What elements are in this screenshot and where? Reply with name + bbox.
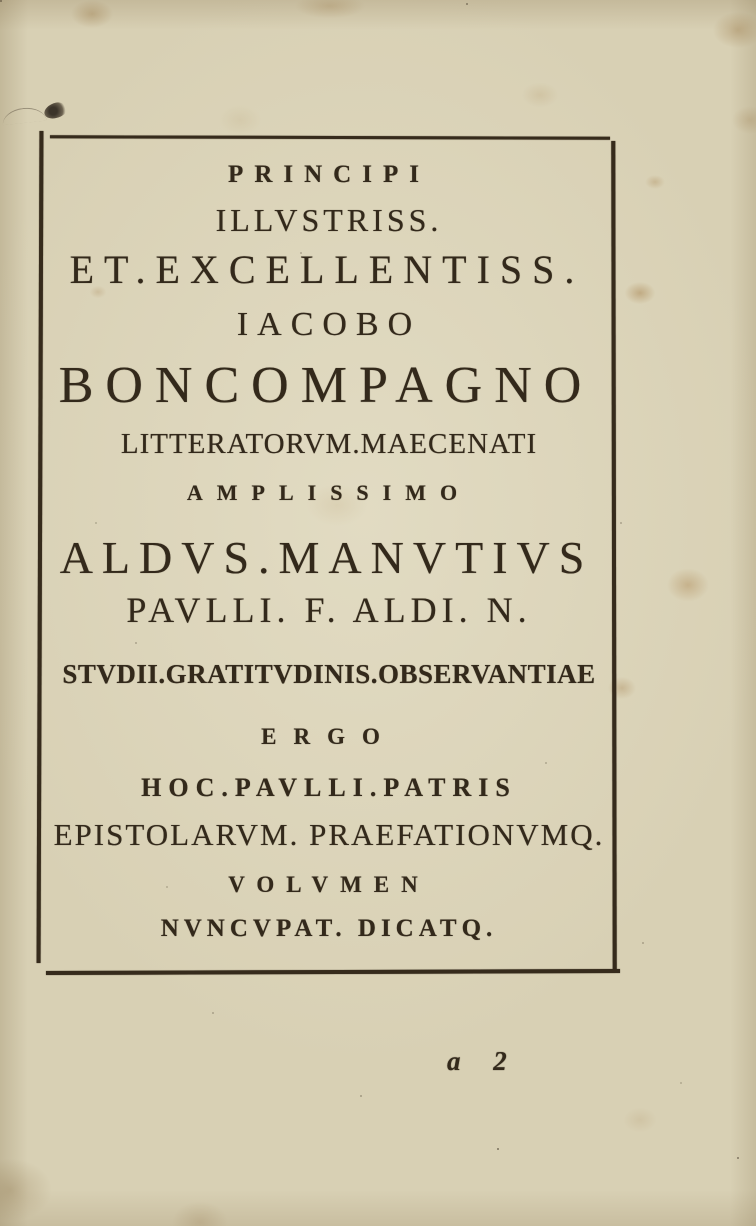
dedication-line-iacobo: IACOBO xyxy=(236,306,422,343)
dedication-line-nuncupat-dicatq: NVNCVPAT. DICATQ. xyxy=(160,915,498,942)
dedication-line-illustriss: ILLVSTRISS. xyxy=(215,202,443,238)
signature-mark-a2: a 2 xyxy=(447,1046,509,1076)
dedication-line-epistolarum: EPISTOLARVM. PRAEFATIONVMQ. xyxy=(53,817,605,852)
dedication-line-hoc-paulli-patris: HOC.PAVLLI.PATRIS xyxy=(141,773,517,802)
frame-rule-bottom xyxy=(46,969,620,975)
dedication-line-excellentiss: ET.EXCELLENTISS. xyxy=(69,247,585,292)
ink-squiggle-mark xyxy=(1,106,46,126)
paper-specks xyxy=(0,0,2,2)
dedication-plate xyxy=(38,131,620,976)
dedication-line-principi: PRINCIPI xyxy=(228,161,430,188)
dedication-line-studii: STVDII.GRATITVDINIS.OBSERVANTIAE xyxy=(62,659,596,689)
dedication-line-boncompagno: BONCOMPAGNO xyxy=(58,357,594,414)
dedication-line-aldus-manutius: ALDVS.MANVTIVS xyxy=(59,532,594,583)
dedication-line-ergo: ERGO xyxy=(261,724,397,749)
dedication-line-paulli-f-aldi-n: PAVLLI. F. ALDI. N. xyxy=(126,590,532,630)
frame-rule-top xyxy=(50,135,610,139)
dedication-line-volumen: VOLVMEN xyxy=(228,872,430,897)
dedication-line-amplissimo: AMPLISSIMO xyxy=(186,480,472,505)
dedication-line-litteratorum: LITTERATORVM.MAECENATI xyxy=(120,428,538,460)
ink-blot xyxy=(43,100,69,120)
